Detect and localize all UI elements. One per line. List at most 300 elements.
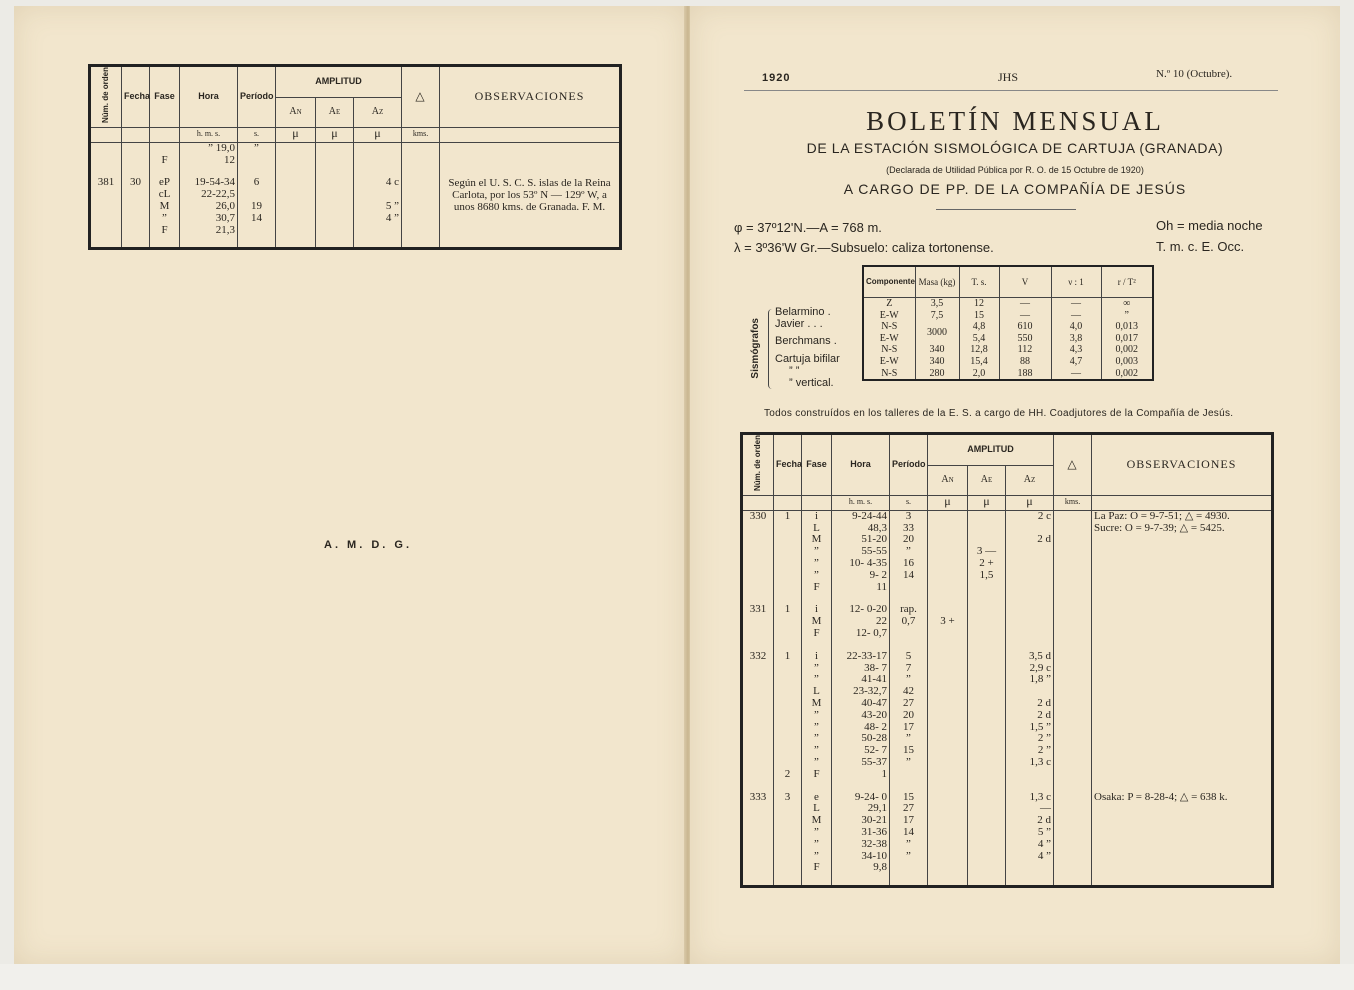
cell-fase: M [802,616,832,628]
cell-delta [1054,523,1092,535]
inst-cell-vr: — [1051,310,1101,322]
spacer-cell [316,166,354,177]
instruments-note: Todos construídos en los talleres de la E. S. a cargo de HH. Coadjutores de la Compañía de Jesús. [764,408,1234,419]
cell-an [928,839,968,851]
inst-header-componente: Componente [863,266,915,298]
table-row [742,651,1273,663]
table-row [742,733,1273,745]
cell-ae [316,225,354,237]
cell-hora: 29,1 [832,803,890,815]
header-hora: Hora [180,66,238,128]
spacer-cell [1006,640,1054,651]
spacer-cell [802,640,832,651]
cell-num [742,745,774,757]
spacer-row [742,781,1273,792]
cell-observaciones: La Paz: O = 9-7-51; △ = 4930. [1092,510,1273,522]
inst-cell-masa: 7,5 [915,310,959,322]
cell-observaciones [1092,534,1273,546]
spacer-cell [402,236,440,249]
cell-ae [968,686,1006,698]
cell-fase: F [802,582,832,594]
spacer-row [742,593,1273,604]
cell-az [1006,769,1054,781]
table-row [742,815,1273,827]
cell-observaciones [1092,745,1273,757]
cell-az [354,189,402,201]
unit-az: μ [1006,495,1054,510]
spacer-cell [1006,781,1054,792]
cell-hora: 31-36 [832,827,890,839]
inst-cell-comp: E-W [863,356,915,368]
header-delta: △ [1054,434,1092,496]
spacer-cell [1054,874,1092,887]
cell-an [928,582,968,594]
cell-az: 4 ” [354,213,402,225]
cell-delta [1054,534,1092,546]
cell-num [90,213,122,225]
cell-observaciones [440,155,621,167]
cell-az: 2 c [1006,510,1054,522]
cell-fecha [774,523,802,535]
table-row [742,570,1273,582]
table-row [742,722,1273,734]
inst-cell-t: 15 [959,310,999,322]
cell-ae [968,769,1006,781]
cell-delta [1054,733,1092,745]
cell-ae [316,142,354,154]
cell-an [928,851,968,863]
spacer-cell [928,874,968,887]
cell-an [928,733,968,745]
cell-periodo: 14 [238,213,276,225]
cell-az: 4 ” [1006,851,1054,863]
cell-hora: 43-20 [832,710,890,722]
cell-observaciones [1092,663,1273,675]
header-delta: △ [402,66,440,128]
cell-ae [316,201,354,213]
cell-az: 5 ” [1006,827,1054,839]
cell-ae: 2 + [968,558,1006,570]
table-row [742,710,1273,722]
header-fase: Fase [802,434,832,496]
cell-fecha [122,142,150,154]
cell-az [1006,616,1054,628]
table-row [742,582,1273,594]
cell-fase: M [802,534,832,546]
cell-periodo [890,862,928,874]
cell-hora: 9-24- 0 [832,792,890,804]
inst-cell-t: 12 [959,298,999,310]
cell-observaciones [1092,827,1273,839]
cell-delta [1054,558,1092,570]
cell-periodo: ” [890,757,928,769]
inst-header-v: V [999,266,1051,298]
cell-an [928,792,968,804]
cell-delta [402,225,440,237]
cell-an [928,769,968,781]
inst-cell-r: 0,003 [1101,356,1153,368]
cell-az: 2,9 c [1006,663,1054,675]
table-row [90,142,621,154]
seismograph-name: Belarmino . [775,306,831,318]
spacer-cell [276,236,316,249]
spacer-cell [354,166,402,177]
instrument-row [863,344,1153,356]
header-ae: Ae [316,97,354,127]
header-az: Az [1006,465,1054,495]
cell-hora: 51-20 [832,534,890,546]
cell-fecha [774,534,802,546]
bulletin-title: BOLETÍN MENSUAL [866,106,1164,136]
cell-az [1006,628,1054,640]
spacer-cell [742,593,774,604]
cell-fecha [774,710,802,722]
cell-fase: ” [802,710,832,722]
spacer-cell [832,640,890,651]
cell-fecha [774,827,802,839]
cell-num [742,722,774,734]
cell-ae [968,722,1006,734]
cell-fase: i [802,651,832,663]
seismic-table-left [88,64,622,250]
cell-an [276,225,316,237]
cell-periodo: 6 [238,177,276,189]
cell-num [742,839,774,851]
cell-periodo [238,225,276,237]
cell-num [742,769,774,781]
cell-fase [150,142,180,154]
seismograph-names [775,307,840,390]
inst-cell-vr: — [1051,298,1101,310]
cell-fase: ” [802,722,832,734]
brace [768,309,775,389]
inst-cell-vr: 3,8 [1051,333,1101,345]
table-row [742,803,1273,815]
cell-delta [402,177,440,189]
cell-ae [968,510,1006,522]
header-an: An [276,97,316,127]
spacer-cell [354,236,402,249]
spacer-cell [928,593,968,604]
spacer-cell [276,166,316,177]
spacer-cell [774,874,802,887]
cell-fase: F [150,225,180,237]
cell-ae [968,698,1006,710]
cell-fecha [774,722,802,734]
spacer-cell [802,874,832,887]
cell-periodo: 42 [890,686,928,698]
inst-cell-t: 2,0 [959,368,999,381]
cell-observaciones [1092,698,1273,710]
unit-az: μ [354,127,402,142]
cell-delta [1054,663,1092,675]
cell-num [742,616,774,628]
inst-cell-v: 88 [999,356,1051,368]
table-row [742,674,1273,686]
spacer-cell [90,166,122,177]
cell-an [928,674,968,686]
cell-observaciones [1092,710,1273,722]
cell-delta [402,189,440,201]
background-strip [0,964,1354,990]
cell-fase: e [802,792,832,804]
spacer-cell [890,593,928,604]
spacer-cell [90,236,122,249]
cell-an [928,510,968,522]
cell-ae [968,827,1006,839]
cell-delta [1054,827,1092,839]
seismic-table-right [740,432,1274,888]
cell-delta [1054,582,1092,594]
cell-delta [1054,803,1092,815]
cell-an [928,534,968,546]
header-issue-number: N.º 10 (Octubre). [1156,68,1233,80]
cell-delta [1054,686,1092,698]
cell-delta [1054,628,1092,640]
seismograph-name: Cartuja bifilar [775,353,840,366]
cell-fecha [774,757,802,769]
cell-delta [1054,862,1092,874]
cell-observaciones [1092,722,1273,734]
cell-observaciones [1092,616,1273,628]
cell-fecha [774,745,802,757]
cell-periodo: 14 [890,570,928,582]
cell-az [1006,546,1054,558]
cell-hora: 12- 0-20 [832,604,890,616]
cell-an [928,558,968,570]
cell-ae [968,862,1006,874]
cell-observaciones [1092,851,1273,863]
cell-delta [1054,757,1092,769]
right-page [690,6,1340,964]
cell-num: 330 [742,510,774,522]
cell-hora: 19-54-34 [180,177,238,189]
table-row [742,523,1273,535]
cell-az [1006,862,1054,874]
amdg-motto: A. M. D. G. [324,539,412,551]
spacer-cell [238,166,276,177]
cell-fase: ” [802,745,832,757]
cell-periodo: ” [890,839,928,851]
cell-an [928,745,968,757]
header-num-orden: Núm. de orden [742,434,774,496]
cell-num [742,698,774,710]
spacer-cell [890,640,928,651]
header-year: 1920 [762,72,791,84]
cell-ae [968,839,1006,851]
cell-observaciones [1092,839,1273,851]
cell-hora: 9,8 [832,862,890,874]
cell-periodo: 20 [890,710,928,722]
cell-observaciones [1092,628,1273,640]
cell-an [928,710,968,722]
instrument-row [863,368,1153,381]
cell-hora: 30-21 [832,815,890,827]
inst-cell-t: 5,4 [959,333,999,345]
cell-num [90,155,122,167]
seismograph-name: ” ” [789,364,800,377]
cell-periodo: 33 [890,523,928,535]
spacer-cell [742,874,774,887]
table-row [90,177,621,189]
cell-fase: L [802,803,832,815]
cell-ae [316,189,354,201]
spacer-cell [1092,640,1273,651]
cell-ae [968,523,1006,535]
cell-fase: ” [802,674,832,686]
header-az: Az [354,97,402,127]
table-row [742,757,1273,769]
cell-observaciones: Según el U. S. C. S. islas de la Reina Carlota, por los 53º N — 129º W, a unos 8680 kms. de Granada. F. M. [440,177,621,236]
cell-an [276,189,316,201]
cell-observaciones [1092,558,1273,570]
cell-fecha: 3 [774,792,802,804]
cell-delta [402,155,440,167]
cell-periodo: 14 [890,827,928,839]
cell-delta [1054,616,1092,628]
unit-an: μ [928,495,968,510]
cell-observaciones [1092,803,1273,815]
cell-num [742,686,774,698]
cell-az: 1,3 c [1006,757,1054,769]
spacer-cell [890,874,928,887]
cell-periodo: 3 [890,510,928,522]
cell-delta [1054,510,1092,522]
time-zero: Oh = media noche [1156,218,1263,233]
cell-periodo: 27 [890,803,928,815]
spacer-cell [928,640,968,651]
spacer-cell [968,874,1006,887]
cell-ae [968,851,1006,863]
cell-az [1006,523,1054,535]
cell-num [90,225,122,237]
cell-hora: 9-24-44 [832,510,890,522]
cell-fecha [122,225,150,237]
spacer-cell [968,781,1006,792]
cell-delta [1054,604,1092,616]
cell-periodo: 0,7 [890,616,928,628]
header-observaciones: OBSERVACIONES [440,66,621,128]
cell-observaciones [1092,570,1273,582]
cell-an [928,523,968,535]
cell-num [742,733,774,745]
cell-num [742,827,774,839]
table-row [742,604,1273,616]
cell-az: 1,8 ” [1006,674,1054,686]
header-rule [744,90,1278,91]
cell-fase: L [802,523,832,535]
cell-an [928,698,968,710]
instrument-row [863,298,1153,310]
table-row [742,663,1273,675]
cell-num [742,710,774,722]
cell-fecha [774,616,802,628]
spacer-cell [316,236,354,249]
unit-delta: kms. [1054,495,1092,510]
cell-ae [968,757,1006,769]
cell-periodo [238,155,276,167]
cell-fase: ” [802,570,832,582]
unit-delta: kms. [402,127,440,142]
table-row [742,745,1273,757]
inst-cell-masa: 280 [915,368,959,381]
cell-num [90,189,122,201]
cell-periodo: ” [890,546,928,558]
title-rule [936,209,1076,210]
spacer-cell [832,874,890,887]
inst-cell-v: 550 [999,333,1051,345]
inst-cell-v: 610 [999,321,1051,333]
cell-fecha [774,733,802,745]
inst-cell-r: ∞ [1101,298,1153,310]
location-latitude: φ = 37º12'N.—A = 768 m. [734,220,882,235]
seismograph-name: Berchmans . [775,335,837,348]
table-row [742,851,1273,863]
cell-hora: 34-10 [832,851,890,863]
cell-delta [402,142,440,154]
cell-observaciones [440,142,621,154]
spacer-row [90,166,621,177]
cell-hora: 55-55 [832,546,890,558]
cell-an: 3 + [928,616,968,628]
cell-delta [1054,851,1092,863]
cell-hora: 50-28 [832,733,890,745]
cell-hora: 11 [832,582,890,594]
cell-an [928,651,968,663]
cell-an [276,155,316,167]
declaration: (Declarada de Utilidad Pública por R. O. de 15 Octubre de 1920) [886,165,1144,175]
spacer-cell [802,781,832,792]
cell-num: 333 [742,792,774,804]
spacer-cell [968,640,1006,651]
unit-an: μ [276,127,316,142]
cell-az: 3,5 d [1006,651,1054,663]
cell-fecha: 30 [122,177,150,189]
inst-header-masa: Masa (kg) [915,266,959,298]
cell-az: 2 d [1006,534,1054,546]
cell-num: 331 [742,604,774,616]
header-observaciones: OBSERVACIONES [1092,434,1273,496]
cell-periodo: ” [890,733,928,745]
table-row [742,628,1273,640]
spacer-cell [1006,874,1054,887]
cell-num [742,570,774,582]
cell-ae [968,710,1006,722]
cell-observaciones [1092,815,1273,827]
header-amplitud: AMPLITUD [928,434,1054,466]
spacer-cell [742,640,774,651]
cell-fase: M [802,698,832,710]
inst-cell-r: ” [1101,310,1153,322]
seismograph-name: ” vertical. [789,376,834,389]
cell-an [276,213,316,225]
inst-cell-v: 112 [999,344,1051,356]
cell-periodo: 15 [890,745,928,757]
cell-ae [968,733,1006,745]
cell-ae [968,745,1006,757]
cell-num [742,815,774,827]
cell-an [928,628,968,640]
cell-az [354,225,402,237]
instrument-row [863,321,1153,333]
cell-fecha [774,570,802,582]
table-row [742,686,1273,698]
cell-periodo: 17 [890,722,928,734]
cell-an [928,827,968,839]
cell-periodo: 7 [890,663,928,675]
cell-periodo: 27 [890,698,928,710]
spacer-cell [1054,781,1092,792]
